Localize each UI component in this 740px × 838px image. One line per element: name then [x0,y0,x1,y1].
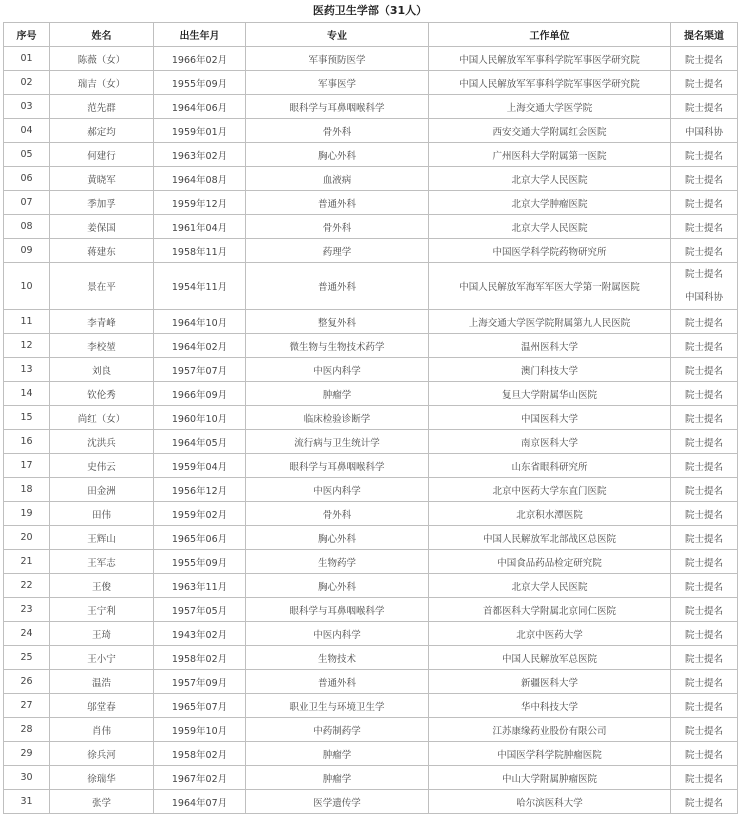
table-header-row [4,23,738,47]
cell-major: 军事医学 [246,71,429,95]
header-unit: 工作单位 [429,23,671,47]
cell-index: 23 [4,598,50,622]
cell-major: 临床检验诊断学 [246,406,429,430]
cell-birth: 1965年06月 [154,526,246,550]
channel-label: 院士提名 [684,533,723,545]
cell-unit: 北京大学人民医院 [429,167,671,191]
cell-channel [671,95,738,119]
cell-major: 胸心外科 [246,526,429,550]
cell-unit: 北京中医药大学东直门医院 [429,478,671,502]
channel-label: 院士提名 [684,78,723,90]
channel-label: 院士提名 [684,485,723,497]
table-row [4,526,738,550]
cell-birth: 1959年01月 [154,119,246,143]
cell-name: 徐瑞华 [50,766,154,790]
cell-unit: 中国食品药品检定研究院 [429,550,671,574]
cell-channel [671,694,738,718]
header-name: 姓名 [50,23,154,47]
channel-label: 中国科协 [684,126,723,138]
cell-birth: 1960年10月 [154,406,246,430]
cell-major: 胸心外科 [246,574,429,598]
cell-unit: 温州医科大学 [429,334,671,358]
cell-birth: 1957年09月 [154,670,246,694]
table-row [4,358,738,382]
channel-label: 院士提名 [684,749,723,761]
table-row [4,239,738,263]
table-row [4,478,738,502]
cell-channel [671,454,738,478]
table-row [4,790,738,814]
cell-index: 29 [4,742,50,766]
cell-major: 流行病与卫生统计学 [246,430,429,454]
cell-index: 20 [4,526,50,550]
cell-birth: 1964年07月 [154,790,246,814]
cell-unit: 哈尔滨医科大学 [429,790,671,814]
cell-major: 生物技术 [246,646,429,670]
cell-major: 胸心外科 [246,143,429,167]
cell-major: 肿瘤学 [246,742,429,766]
cell-index: 03 [4,95,50,119]
cell-index: 27 [4,694,50,718]
channel-label: 院士提名 [684,174,723,186]
cell-channel [671,119,738,143]
cell-name: 李青峰 [50,310,154,334]
cell-channel [671,550,738,574]
cell-unit: 中国人民解放军海军军医大学第一附属医院 [429,263,671,310]
channel-label: 院士提名 [684,701,723,713]
cell-name: 蒋建东 [50,239,154,263]
cell-index: 08 [4,215,50,239]
cell-major: 中医内科学 [246,622,429,646]
cell-channel [671,263,738,310]
cell-index: 05 [4,143,50,167]
cell-name: 刘良 [50,358,154,382]
cell-index: 19 [4,502,50,526]
cell-major: 中医内科学 [246,478,429,502]
cell-channel [671,47,738,71]
channel-label: 院士提名 [684,773,723,785]
cell-birth: 1959年02月 [154,502,246,526]
cell-birth: 1964年10月 [154,310,246,334]
cell-channel [671,358,738,382]
cell-index: 09 [4,239,50,263]
cell-unit: 上海交通大学医学院 [429,95,671,119]
table-row [4,430,738,454]
cell-channel [671,239,738,263]
cell-index: 28 [4,718,50,742]
cell-unit: 北京大学肿瘤医院 [429,191,671,215]
cell-index: 13 [4,358,50,382]
cell-channel [671,191,738,215]
cell-birth: 1961年04月 [154,215,246,239]
cell-name: 邬堂春 [50,694,154,718]
cell-index: 24 [4,622,50,646]
cell-channel [671,622,738,646]
cell-birth: 1957年07月 [154,358,246,382]
cell-birth: 1958年02月 [154,646,246,670]
cell-name: 王琦 [50,622,154,646]
table-row [4,406,738,430]
channel-label: 中国科协 [684,292,723,303]
cell-birth: 1943年02月 [154,622,246,646]
table-row [4,550,738,574]
channel-label: 院士提名 [684,677,723,689]
cell-index: 18 [4,478,50,502]
channel-label: 院士提名 [684,150,723,162]
cell-index: 17 [4,454,50,478]
cell-major: 中药制药学 [246,718,429,742]
cell-name: 肖伟 [50,718,154,742]
cell-index: 31 [4,790,50,814]
cell-unit: 中国医学科学院肿瘤医院 [429,742,671,766]
cell-birth: 1964年02月 [154,334,246,358]
cell-channel [671,310,738,334]
table-row [4,334,738,358]
cell-name: 田伟 [50,502,154,526]
cell-name: 王宁利 [50,598,154,622]
table-row [4,167,738,191]
cell-channel [671,790,738,814]
cell-unit: 中国医学科学院药物研究所 [429,239,671,263]
cell-name: 钦伦秀 [50,382,154,406]
channel-label: 院士提名 [684,629,723,641]
cell-major: 骨外科 [246,215,429,239]
cell-major: 骨外科 [246,502,429,526]
channel-label: 院士提名 [684,389,723,401]
cell-major: 肿瘤学 [246,382,429,406]
table-row [4,622,738,646]
cell-name: 何建行 [50,143,154,167]
table-row [4,766,738,790]
table-row [4,263,738,310]
cell-unit: 江苏康缘药业股份有限公司 [429,718,671,742]
cell-name: 王军志 [50,550,154,574]
channel-label: 院士提名 [684,461,723,473]
table-row [4,119,738,143]
cell-unit: 首都医科大学附属北京同仁医院 [429,598,671,622]
cell-unit: 南京医科大学 [429,430,671,454]
cell-birth: 1959年04月 [154,454,246,478]
cell-birth: 1966年09月 [154,382,246,406]
cell-major: 职业卫生与环境卫生学 [246,694,429,718]
cell-index: 12 [4,334,50,358]
cell-index: 01 [4,47,50,71]
cell-major: 肿瘤学 [246,766,429,790]
cell-birth: 1959年12月 [154,191,246,215]
cell-unit: 中国医科大学 [429,406,671,430]
channel-label: 院士提名 [684,509,723,521]
cell-birth: 1955年09月 [154,550,246,574]
cell-channel [671,598,738,622]
cell-name: 张学 [50,790,154,814]
cell-channel [671,143,738,167]
cell-index: 07 [4,191,50,215]
channel-label: 院士提名 [684,317,723,329]
cell-unit: 中国人民解放军军事科学院军事医学研究院 [429,47,671,71]
cell-name: 温浩 [50,670,154,694]
cell-unit: 中山大学附属肿瘤医院 [429,766,671,790]
page-title: 医药卫生学部（31人） [312,4,428,17]
cell-unit: 西安交通大学附属红会医院 [429,119,671,143]
cell-birth: 1957年05月 [154,598,246,622]
cell-index: 02 [4,71,50,95]
cell-birth: 1955年09月 [154,71,246,95]
cell-birth: 1954年11月 [154,263,246,310]
table-row [4,71,738,95]
cell-channel [671,574,738,598]
channel-label: 院士提名 [684,365,723,377]
cell-unit: 山东省眼科研究所 [429,454,671,478]
channel-label: 院士提名 [684,437,723,449]
channel-label: 院士提名 [684,246,723,258]
cell-major: 生物药学 [246,550,429,574]
table-row [4,646,738,670]
cell-index: 26 [4,670,50,694]
cell-unit: 上海交通大学医学院附属第九人民医院 [429,310,671,334]
cell-index: 04 [4,119,50,143]
cell-name: 陈薇（女） [50,47,154,71]
cell-unit: 北京大学人民医院 [429,215,671,239]
cell-unit: 广州医科大学附属第一医院 [429,143,671,167]
cell-birth: 1956年12月 [154,478,246,502]
cell-unit: 新疆医科大学 [429,670,671,694]
cell-name: 田金洲 [50,478,154,502]
cell-birth: 1959年10月 [154,718,246,742]
cell-name: 瑞吉（女） [50,71,154,95]
cell-channel [671,430,738,454]
cell-unit: 华中科技大学 [429,694,671,718]
cell-birth: 1963年02月 [154,143,246,167]
cell-index: 25 [4,646,50,670]
cell-channel [671,646,738,670]
cell-major: 普通外科 [246,191,429,215]
table-row [4,47,738,71]
cell-channel [671,718,738,742]
table-row [4,742,738,766]
cell-channel [671,334,738,358]
cell-name: 郝定均 [50,119,154,143]
cell-channel [671,766,738,790]
cell-index: 14 [4,382,50,406]
cell-major: 医学遗传学 [246,790,429,814]
cell-channel [671,478,738,502]
cell-channel [671,502,738,526]
cell-index: 11 [4,310,50,334]
cell-index: 16 [4,430,50,454]
cell-major: 普通外科 [246,263,429,310]
cell-unit: 中国人民解放军军事科学院军事医学研究院 [429,71,671,95]
channel-label: 院士提名 [684,797,723,809]
channel-label: 院士提名 [684,341,723,353]
cell-name: 范先群 [50,95,154,119]
cell-major: 微生物与生物技术药学 [246,334,429,358]
table-row [4,454,738,478]
cell-name: 姜保国 [50,215,154,239]
cell-unit: 北京大学人民医院 [429,574,671,598]
cell-birth: 1963年11月 [154,574,246,598]
cell-unit: 北京中医药大学 [429,622,671,646]
cell-index: 06 [4,167,50,191]
cell-name: 王小宁 [50,646,154,670]
cell-birth: 1965年07月 [154,694,246,718]
cell-name: 季加孚 [50,191,154,215]
table-row [4,191,738,215]
cell-channel [671,406,738,430]
table-row [4,95,738,119]
cell-birth: 1964年08月 [154,167,246,191]
table-row [4,215,738,239]
channel-label: 院士提名 [684,581,723,593]
cell-unit: 澳门科技大学 [429,358,671,382]
cell-index: 30 [4,766,50,790]
cell-name: 李校堃 [50,334,154,358]
channel-label: 院士提名 [684,653,723,665]
cell-unit: 复旦大学附属华山医院 [429,382,671,406]
cell-major: 军事预防医学 [246,47,429,71]
cell-birth: 1966年02月 [154,47,246,71]
cell-major: 药理学 [246,239,429,263]
header-channel: 提名渠道 [671,23,738,47]
cell-major: 眼科学与耳鼻咽喉科学 [246,454,429,478]
table-body [4,47,738,814]
channel-label: 院士提名 [684,54,723,66]
cell-name: 尚红（女） [50,406,154,430]
table-row [4,670,738,694]
cell-name: 沈洪兵 [50,430,154,454]
cell-major: 眼科学与耳鼻咽喉科学 [246,95,429,119]
table-row [4,694,738,718]
cell-channel [671,526,738,550]
channel-label: 院士提名 [684,222,723,234]
members-table [3,22,738,814]
cell-unit: 中国人民解放军北部战区总医院 [429,526,671,550]
cell-index: 15 [4,406,50,430]
cell-name: 王俊 [50,574,154,598]
channel-label: 院士提名 [684,605,723,617]
table-row [4,502,738,526]
channel-label: 院士提名 [684,725,723,737]
channel-label: 院士提名 [684,102,723,114]
cell-major: 中医内科学 [246,358,429,382]
cell-major: 眼科学与耳鼻咽喉科学 [246,598,429,622]
table-row [4,143,738,167]
cell-channel [671,167,738,191]
cell-major: 骨外科 [246,119,429,143]
cell-channel [671,215,738,239]
cell-name: 黄晓军 [50,167,154,191]
cell-index: 21 [4,550,50,574]
header-major: 专业 [246,23,429,47]
cell-channel [671,742,738,766]
cell-channel [671,71,738,95]
cell-channel [671,670,738,694]
cell-index: 22 [4,574,50,598]
cell-birth: 1964年05月 [154,430,246,454]
cell-birth: 1964年06月 [154,95,246,119]
header-birth: 出生年月 [154,23,246,47]
cell-birth: 1958年02月 [154,742,246,766]
cell-channel [671,382,738,406]
cell-unit: 中国人民解放军总医院 [429,646,671,670]
channel-label: 院士提名 [684,557,723,569]
cell-major: 血液病 [246,167,429,191]
cell-name: 王辉山 [50,526,154,550]
channel-label: 院士提名 [684,413,723,425]
header-index: 序号 [4,23,50,47]
cell-unit: 北京积水潭医院 [429,502,671,526]
cell-major: 整复外科 [246,310,429,334]
channel-label: 院士提名 [684,198,723,210]
cell-major: 普通外科 [246,670,429,694]
table-row [4,598,738,622]
table-row [4,718,738,742]
table-row [4,574,738,598]
cell-index: 10 [4,263,50,310]
cell-birth: 1967年02月 [154,766,246,790]
cell-name: 景在平 [50,263,154,310]
channel-label: 院士提名 [684,269,723,280]
cell-birth: 1958年11月 [154,239,246,263]
cell-name: 徐兵河 [50,742,154,766]
table-row [4,310,738,334]
table-row [4,382,738,406]
cell-name: 史伟云 [50,454,154,478]
